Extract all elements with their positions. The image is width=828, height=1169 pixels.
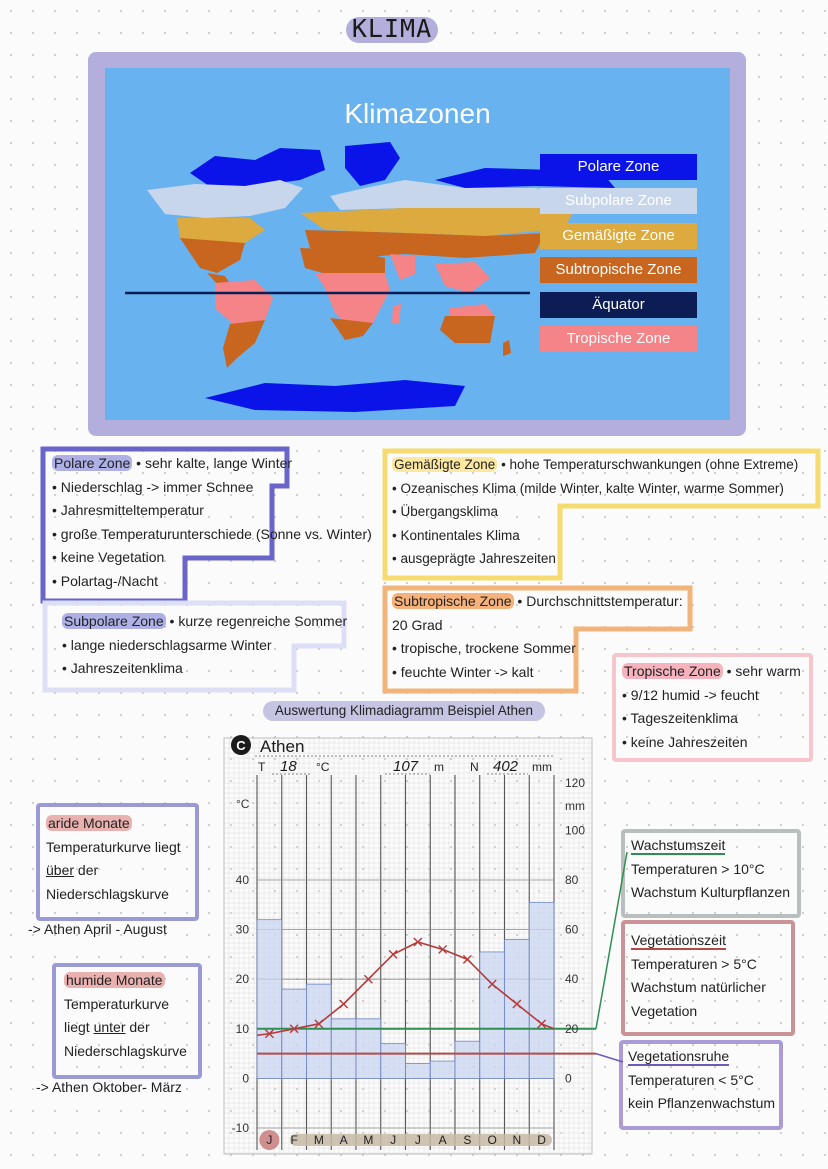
vegetation-line: Wachstum natürlicher <box>631 979 766 995</box>
month-label: M <box>313 1133 324 1147</box>
humid-heading: humide Monate <box>66 972 163 988</box>
left-axis-tick: 20 <box>235 972 249 987</box>
subtropical-line: • feuchte Winter -> kalt <box>392 663 534 680</box>
left-axis-tick: 10 <box>235 1021 249 1036</box>
subpolar-heading: Subpolare Zone <box>64 613 164 629</box>
header-altitude-unit: m <box>434 760 444 774</box>
month-label: F <box>290 1133 298 1147</box>
temperature-point <box>389 950 397 958</box>
tropical-heading: Tropische Zone <box>624 663 721 679</box>
right-axis-tick: 20 <box>565 1021 579 1036</box>
humid-line: Niederschlagskurve <box>64 1042 187 1059</box>
polar-heading: Polare Zone <box>54 455 131 471</box>
polar-line: • Jahresmitteltemperatur <box>52 502 204 518</box>
month-label: M <box>363 1133 374 1147</box>
temperature-point <box>439 945 447 953</box>
arid-note: -> Athen April - August <box>28 921 167 937</box>
month-label: D <box>537 1133 546 1147</box>
right-axis-tick: 60 <box>565 922 579 937</box>
humid-emphasis: unter <box>93 1019 126 1035</box>
humid-line: Temperaturkurve <box>64 995 170 1012</box>
left-axis-label: °C <box>236 797 250 811</box>
page-title: KLIMA <box>351 14 433 43</box>
vegetation-line: Temperaturen > 5°C <box>631 955 757 972</box>
right-axis-tick: 0 <box>565 1071 572 1086</box>
arid-line: Niederschlagskurve <box>46 885 169 902</box>
temperature-point <box>463 955 471 963</box>
subpolar-line: • Jahreszeitenklima <box>62 660 183 676</box>
precipitation-bar <box>529 902 554 1078</box>
month-label: N <box>512 1133 522 1147</box>
station-badge-text: C <box>236 738 246 753</box>
temperate-line: • hohe Temperaturschwankungen (ohne Extreme) <box>501 457 799 472</box>
vegetation-heading: Vegetationszeit <box>631 932 726 948</box>
map-title: Klimazonen <box>344 98 491 129</box>
right-axis-tick: 120 <box>565 776 586 790</box>
precipitation-bar <box>480 952 505 1078</box>
rest-line: kein Pflanzenwachstum <box>628 1095 776 1111</box>
ref-connector-rest <box>596 1054 623 1062</box>
arid-emphasis: über <box>46 862 75 878</box>
left-axis-tick: -10 <box>231 1121 249 1135</box>
header-t-unit: °C <box>316 760 330 774</box>
growth-heading: Wachstumszeit <box>631 837 726 853</box>
growth-line: Wachstum Kulturpflanzen <box>631 884 790 900</box>
temperature-point <box>414 938 422 946</box>
right-axis-tick: 40 <box>565 972 579 987</box>
left-axis-tick: 30 <box>235 922 249 937</box>
diagram-caption: Auswertung Klimadiagramm Beispiel Athen <box>263 701 545 721</box>
month-label: J <box>414 1133 421 1147</box>
arid-line: der <box>74 862 99 878</box>
polar-line: • Polartag-/Nacht <box>52 572 159 589</box>
polar-line: • Niederschlag -> immer Schnee <box>52 478 254 495</box>
station-name: Athen <box>260 737 305 756</box>
header-n-unit: mm <box>532 760 552 774</box>
precipitation-bar <box>455 1041 480 1078</box>
rest-line: Temperaturen < 5°C <box>628 1071 754 1088</box>
header-n-value: 402 <box>493 758 519 775</box>
temperate-line: • Kontinentales Klima <box>392 527 520 543</box>
humid-line: liegt <box>64 1019 94 1035</box>
temperate-line: • ausgeprägte Jahreszeiten <box>392 551 556 566</box>
left-axis-tick: 40 <box>235 873 249 887</box>
subpolar-line: • lange niederschlagsarme Winter <box>62 636 272 653</box>
subtropical-line: • tropische, trockene Sommer <box>392 640 576 656</box>
legend-subtropical: Subtropische Zone <box>540 257 697 283</box>
right-axis-tick: 100 <box>565 823 586 838</box>
subtropical-line: 20 Grad <box>392 616 443 633</box>
arid-line: Temperaturkurve liegt <box>46 838 181 855</box>
tropical-line: • keine Jahreszeiten <box>622 733 748 750</box>
humid-line: der <box>125 1019 150 1035</box>
right-axis-label: mm <box>565 799 585 813</box>
header-n-label: N <box>470 760 479 774</box>
temperate-line: • Übergangsklima <box>392 504 499 519</box>
header-altitude: 107 <box>393 758 419 775</box>
legend-temperate: Gemäßigte Zone <box>540 223 697 249</box>
vegetation-line: Vegetation <box>631 1002 698 1019</box>
right-axis-tick: 80 <box>565 873 579 887</box>
precipitation-bar <box>307 984 332 1078</box>
growth-line: Temperaturen > 10°C <box>631 860 765 877</box>
ref-connector-growth <box>596 852 627 1029</box>
month-label: A <box>438 1133 447 1147</box>
polar-line: • große Temperaturunterschiede (Sonne vs. Winter) <box>52 525 372 542</box>
precipitation-bar <box>406 1064 431 1079</box>
left-axis-tick: 0 <box>242 1071 249 1086</box>
polar-line: • sehr kalte, lange Winter <box>136 455 293 471</box>
precipitation-bar <box>381 1044 406 1079</box>
subtropical-heading: Subtropische Zone <box>394 593 512 609</box>
subpolar-line: • kurze regenreiche Sommer <box>169 613 348 629</box>
legend-subpolar: Subpolare Zone <box>540 188 697 214</box>
month-label: J <box>390 1133 397 1147</box>
temperate-line: • Ozeanisches Klima (milde Winter, kalte Winter, warme Sommer) <box>392 480 784 496</box>
humid-note: -> Athen Oktober- März <box>36 1079 182 1095</box>
legend-equator: Äquator <box>540 292 697 318</box>
tropical-line: • 9/12 humid -> feucht <box>622 686 759 703</box>
temperature-point <box>340 1000 348 1008</box>
subtropical-line: • Durchschnittstemperatur: <box>517 593 683 609</box>
month-label: A <box>339 1133 348 1147</box>
header-t-label: T <box>258 760 266 774</box>
temperate-heading: Gemäßigte Zone <box>394 457 496 472</box>
month-label: J <box>266 1133 273 1147</box>
month-label: O <box>487 1133 497 1147</box>
tropical-line: • sehr warm <box>726 663 801 679</box>
precipitation-bar <box>282 989 307 1078</box>
legend-polar: Polare Zone <box>540 154 697 180</box>
tropical-line: • Tageszeitenklima <box>622 710 738 726</box>
rest-heading: Vegetationsruhe <box>628 1048 730 1064</box>
precipitation-bar <box>505 940 530 1079</box>
header-t-value: 18 <box>280 758 297 775</box>
precipitation-bar <box>430 1061 455 1078</box>
month-label: S <box>463 1133 472 1147</box>
polar-line: • keine Vegetation <box>52 549 165 565</box>
legend-tropical: Tropische Zone <box>540 326 697 352</box>
arid-heading: aride Monate <box>48 815 130 831</box>
